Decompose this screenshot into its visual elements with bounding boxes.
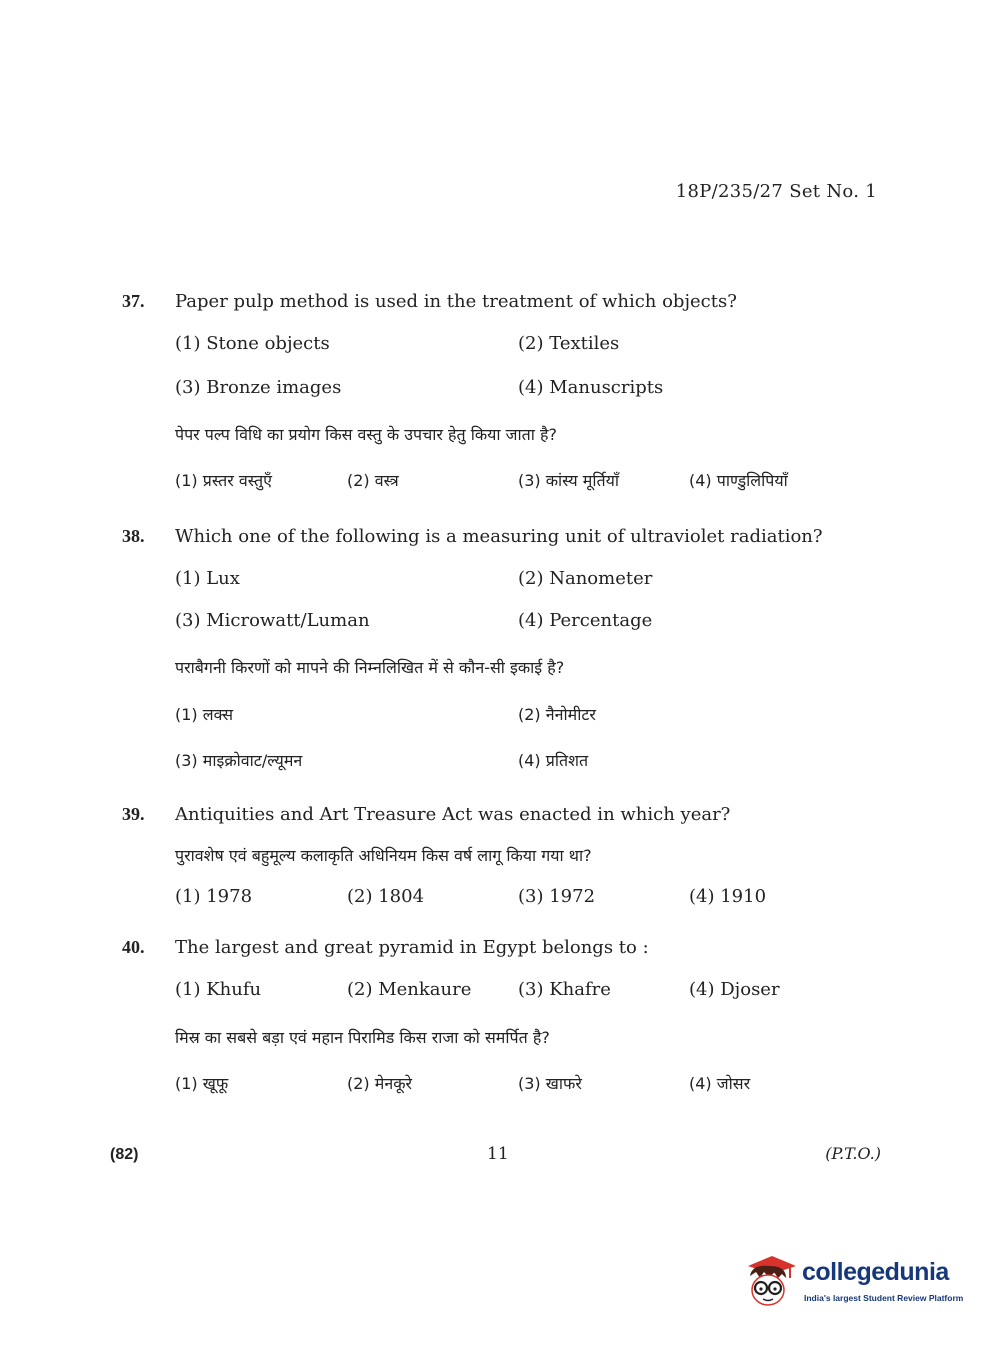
question-38: [122, 526, 851, 771]
question-number: 38.: [122, 526, 145, 546]
question-number: 37.: [122, 291, 145, 311]
question-text-en: Which one of the following is a measuring unit of ultraviolet radiation?: [175, 526, 823, 547]
hi-option-3: (3) खाफरे: [518, 1074, 582, 1093]
option-1: (1) 1978: [175, 886, 253, 907]
hi-option-4: (4) पाण्डुलिपियाँ: [689, 471, 788, 490]
option-1: (1) Lux: [175, 568, 240, 589]
option-2: (2) Menkaure: [347, 979, 472, 1000]
hi-option-4: (4) जोसर: [689, 1074, 751, 1093]
hi-option-2: (2) वस्त्र: [347, 471, 399, 490]
option-2: (2) 1804: [347, 886, 425, 907]
logo-name: collegedunia: [802, 1258, 949, 1286]
hi-option-1: (1) प्रस्तर वस्तुएँ: [175, 471, 272, 490]
hi-option-2: (2) नैनोमीटर: [518, 705, 596, 724]
hi-option-1: (1) लक्स: [175, 705, 234, 724]
paper-code: (82): [110, 1146, 139, 1163]
question-40: [122, 937, 851, 1094]
option-1: (1) Khufu: [175, 979, 262, 1000]
pto-note: (P.T.O.): [825, 1144, 881, 1163]
collegedunia-logo: [742, 1252, 972, 1312]
question-number: 39.: [122, 804, 145, 824]
page-footer: [110, 1144, 881, 1168]
hi-option-2: (2) मेनकूरे: [347, 1074, 413, 1093]
hi-option-3: (3) माइक्रोवाट/ल्यूमन: [175, 751, 303, 770]
hi-option-1: (1) खूफू: [175, 1074, 229, 1093]
question-text-hi: पेपर पल्प विधि का प्रयोग किस वस्तु के उपचार हेतु किया जाता है?: [175, 425, 558, 444]
option-4: (4) Percentage: [518, 610, 653, 631]
option-1: (1) Stone objects: [175, 333, 330, 354]
header-code: 18P/235/27 Set No. 1: [675, 181, 877, 202]
mascot-icon: [742, 1252, 796, 1308]
logo-tagline: India's largest Student Review Platform: [804, 1293, 964, 1303]
question-text-en: Antiquities and Art Treasure Act was enacted in which year?: [175, 804, 731, 825]
option-2: (2) Nanometer: [518, 568, 653, 589]
question-text-en: The largest and great pyramid in Egypt belongs to :: [175, 937, 649, 958]
option-3: (3) 1972: [518, 886, 596, 907]
option-4: (4) 1910: [689, 886, 767, 907]
option-3: (3) Bronze images: [175, 377, 342, 398]
question-text-en: Paper pulp method is used in the treatment of which objects?: [175, 291, 737, 312]
question-number: 40.: [122, 937, 145, 957]
option-3: (3) Microwatt/Luman: [175, 610, 370, 631]
option-3: (3) Khafre: [518, 979, 611, 1000]
hi-option-3: (3) कांस्य मूर्तियाँ: [518, 471, 620, 490]
question-39: [122, 804, 851, 908]
question-37: [122, 291, 851, 491]
question-text-hi: पुरावशेष एवं बहुमूल्य कलाकृति अधिनियम किस वर्ष लागू किया गया था?: [175, 846, 592, 865]
option-4: (4) Manuscripts: [518, 377, 664, 398]
question-text-hi: मिस्र का सबसे बड़ा एवं महान पिरामिड किस राजा को समर्पित है?: [175, 1028, 550, 1047]
page-number: 11: [487, 1144, 509, 1164]
option-4: (4) Djoser: [689, 979, 780, 1000]
option-2: (2) Textiles: [518, 333, 620, 354]
question-text-hi: पराबैगनी किरणों को मापने की निम्नलिखित में से कौन-सी इकाई है?: [175, 658, 565, 677]
hi-option-4: (4) प्रतिशत: [518, 751, 589, 770]
